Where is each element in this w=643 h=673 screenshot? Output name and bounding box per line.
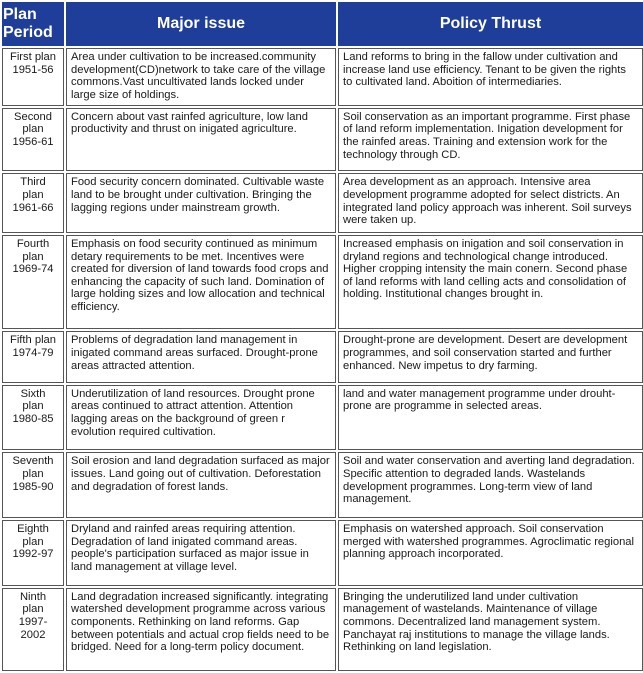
plan-period-line: plan: [22, 400, 44, 413]
header-plan-period-line2: Period: [3, 24, 53, 41]
header-row: [2, 2, 643, 46]
header-major-issue: Major issue: [66, 2, 336, 46]
plan-period-cell: [2, 452, 64, 518]
plan-period-line: 1980-85: [12, 412, 54, 425]
policy-thrust-cell: Area development as an approach. Intensive area development programme adopted for select districts. An integrated land policy approach was inherent. Soil surveys were taken up.: [338, 173, 643, 233]
plan-period-line: 1956-61: [12, 136, 54, 149]
major-issue-cell: Emphasis on food security continued as minimum detary requirements to be met. Incentives were created for diversion of land towards food crops and enhancing the capacity of such land. Domination of large holding sizes and low allocation and technical efficiency.: [66, 235, 336, 329]
plan-period-line: 1969-74: [12, 263, 54, 276]
plan-period-cell: [2, 331, 64, 382]
table-row: [2, 108, 643, 172]
plan-period-line: 1985-90: [12, 480, 54, 493]
plan-period-line: Fourth: [16, 238, 50, 251]
plan-period-line: plan: [22, 468, 44, 481]
header-plan-period-line1: Plan: [3, 6, 37, 23]
policy-thrust-cell: Drought-prone are development. Desert are development programmes, and soil conservation started and further enhanced. New impetus to dry farming.: [338, 331, 643, 382]
major-issue-cell: Concern about vast rainfed agriculture, low land productivity and thrust on inigated agriculture.: [66, 108, 336, 172]
major-issue-cell: Underutilization of land resources. Drought prone areas continued to attract attention. Attention lagging areas on the background of green r evolution required cultivation.: [66, 385, 336, 451]
table-row: [2, 48, 643, 106]
major-issue-cell: Problems of degradation land management in inigated command areas surfaced. Drought-prone areas attracted attention.: [66, 331, 336, 382]
table-row: [2, 385, 643, 451]
major-issue-cell: Area under cultivation to be increased.community development(CD)network to take care of the village commons.Vast uncultivated lands locked under large size of holdings.: [66, 48, 336, 106]
policy-thrust-cell: Land reforms to bring in the fallow under cultivation and increase land use efficiency. Tenant to be given the rights to cultivated land. Aboition of intermediaries.: [338, 48, 643, 106]
plan-period-line: Second: [14, 110, 52, 123]
plan-period-cell: [2, 108, 64, 172]
plan-period-line: 1961-66: [12, 201, 54, 214]
major-issue-cell: Land degradation increased significantly. integrating watershed development programme across various components. Rethinking on land reforms. Gap between potentials and actual crop fields need to be bridged. Need for a long-term policy document.: [66, 588, 336, 671]
plan-period-cell: [2, 173, 64, 233]
header-policy-thrust: Policy Thrust: [338, 2, 643, 46]
plan-period-line: 1992-97: [12, 548, 54, 561]
plan-period-line: Sixth: [20, 387, 46, 400]
plan-period-line: 1997-: [18, 616, 48, 628]
plan-period-cell: [2, 385, 64, 451]
table-row: [2, 331, 643, 382]
major-issue-cell: Food security concern dominated. Cultivable waste land to be brought under cultivation. Bringing the lagging regions under mainstream growth.: [66, 173, 336, 233]
table-row: [2, 520, 643, 586]
table-row: [2, 235, 643, 329]
plan-period-line: plan: [22, 535, 44, 548]
plan-period-line: plan: [22, 603, 44, 616]
plan-period-line: 1974-79: [12, 347, 54, 360]
plan-period-line: 2002: [20, 628, 46, 641]
plan-period-line: Seventh: [12, 455, 54, 468]
plan-period-line: plan: [22, 123, 44, 136]
major-issue-cell: Dryland and rainfed areas requiring attention. Degradation of land inigated command areas. people's participation surfaced as major issue in land management at village level.: [66, 520, 336, 586]
header-plan-period: [2, 2, 64, 46]
policy-thrust-cell: Bringing the underutilized land under cultivation management of wastelands. Maintenance of village commons. Decentralized land management system. Panchayat raj institutions to manage the village lands. Rethinking on land legislation.: [338, 588, 643, 671]
policy-thrust-cell: Soil conservation as an important programme. First phase of land reform implementation. Inigation development for the rainfed areas. Training and extension work for the technology through CD.: [338, 108, 643, 172]
plan-period-cell: [2, 520, 64, 586]
policy-thrust-cell: Increased emphasis on inigation and soil conservation in dryland regions and technological change introduced. Higher cropping intensity the main conern. Second phase of land reforms with land celling acts and consolidation of holding. Institutional changes brought in.: [338, 235, 643, 329]
plan-period-cell: [2, 48, 64, 106]
plan-period-line: plan: [22, 250, 44, 263]
plan-period-line: First plan: [9, 51, 56, 63]
plan-period-line: Fifth plan: [9, 334, 57, 347]
plan-period-cell: [2, 235, 64, 329]
policy-thrust-cell: land and water management programme under drouht-prone are programme in selected areas.: [338, 385, 643, 451]
policy-thrust-cell: Emphasis on watershed approach. Soil conservation merged with watershed programmes. Agroclimatic regional planning approach incorporated.: [338, 520, 643, 586]
plan-period-line: 1951-56: [12, 63, 54, 76]
policy-thrust-cell: Soil and water conservation and averting land degradation. Specific attention to degraded lands. Wastelands development programmes. Long-term view of land management.: [338, 452, 643, 518]
plan-period-cell: [2, 588, 64, 671]
plan-period-line: Ninth: [19, 590, 47, 603]
table-row: [2, 588, 643, 671]
plan-period-line: plan: [22, 189, 44, 202]
major-issue-cell: Soil erosion and land degradation surfaced as major issues. Land going out of cultivation. Deforestation and degradation of forest lands.: [66, 452, 336, 518]
plan-period-line: Eighth: [17, 523, 49, 536]
table-row: [2, 452, 643, 518]
table-row: [2, 173, 643, 233]
table-body: [2, 48, 643, 671]
plan-period-line: Third: [20, 176, 46, 189]
